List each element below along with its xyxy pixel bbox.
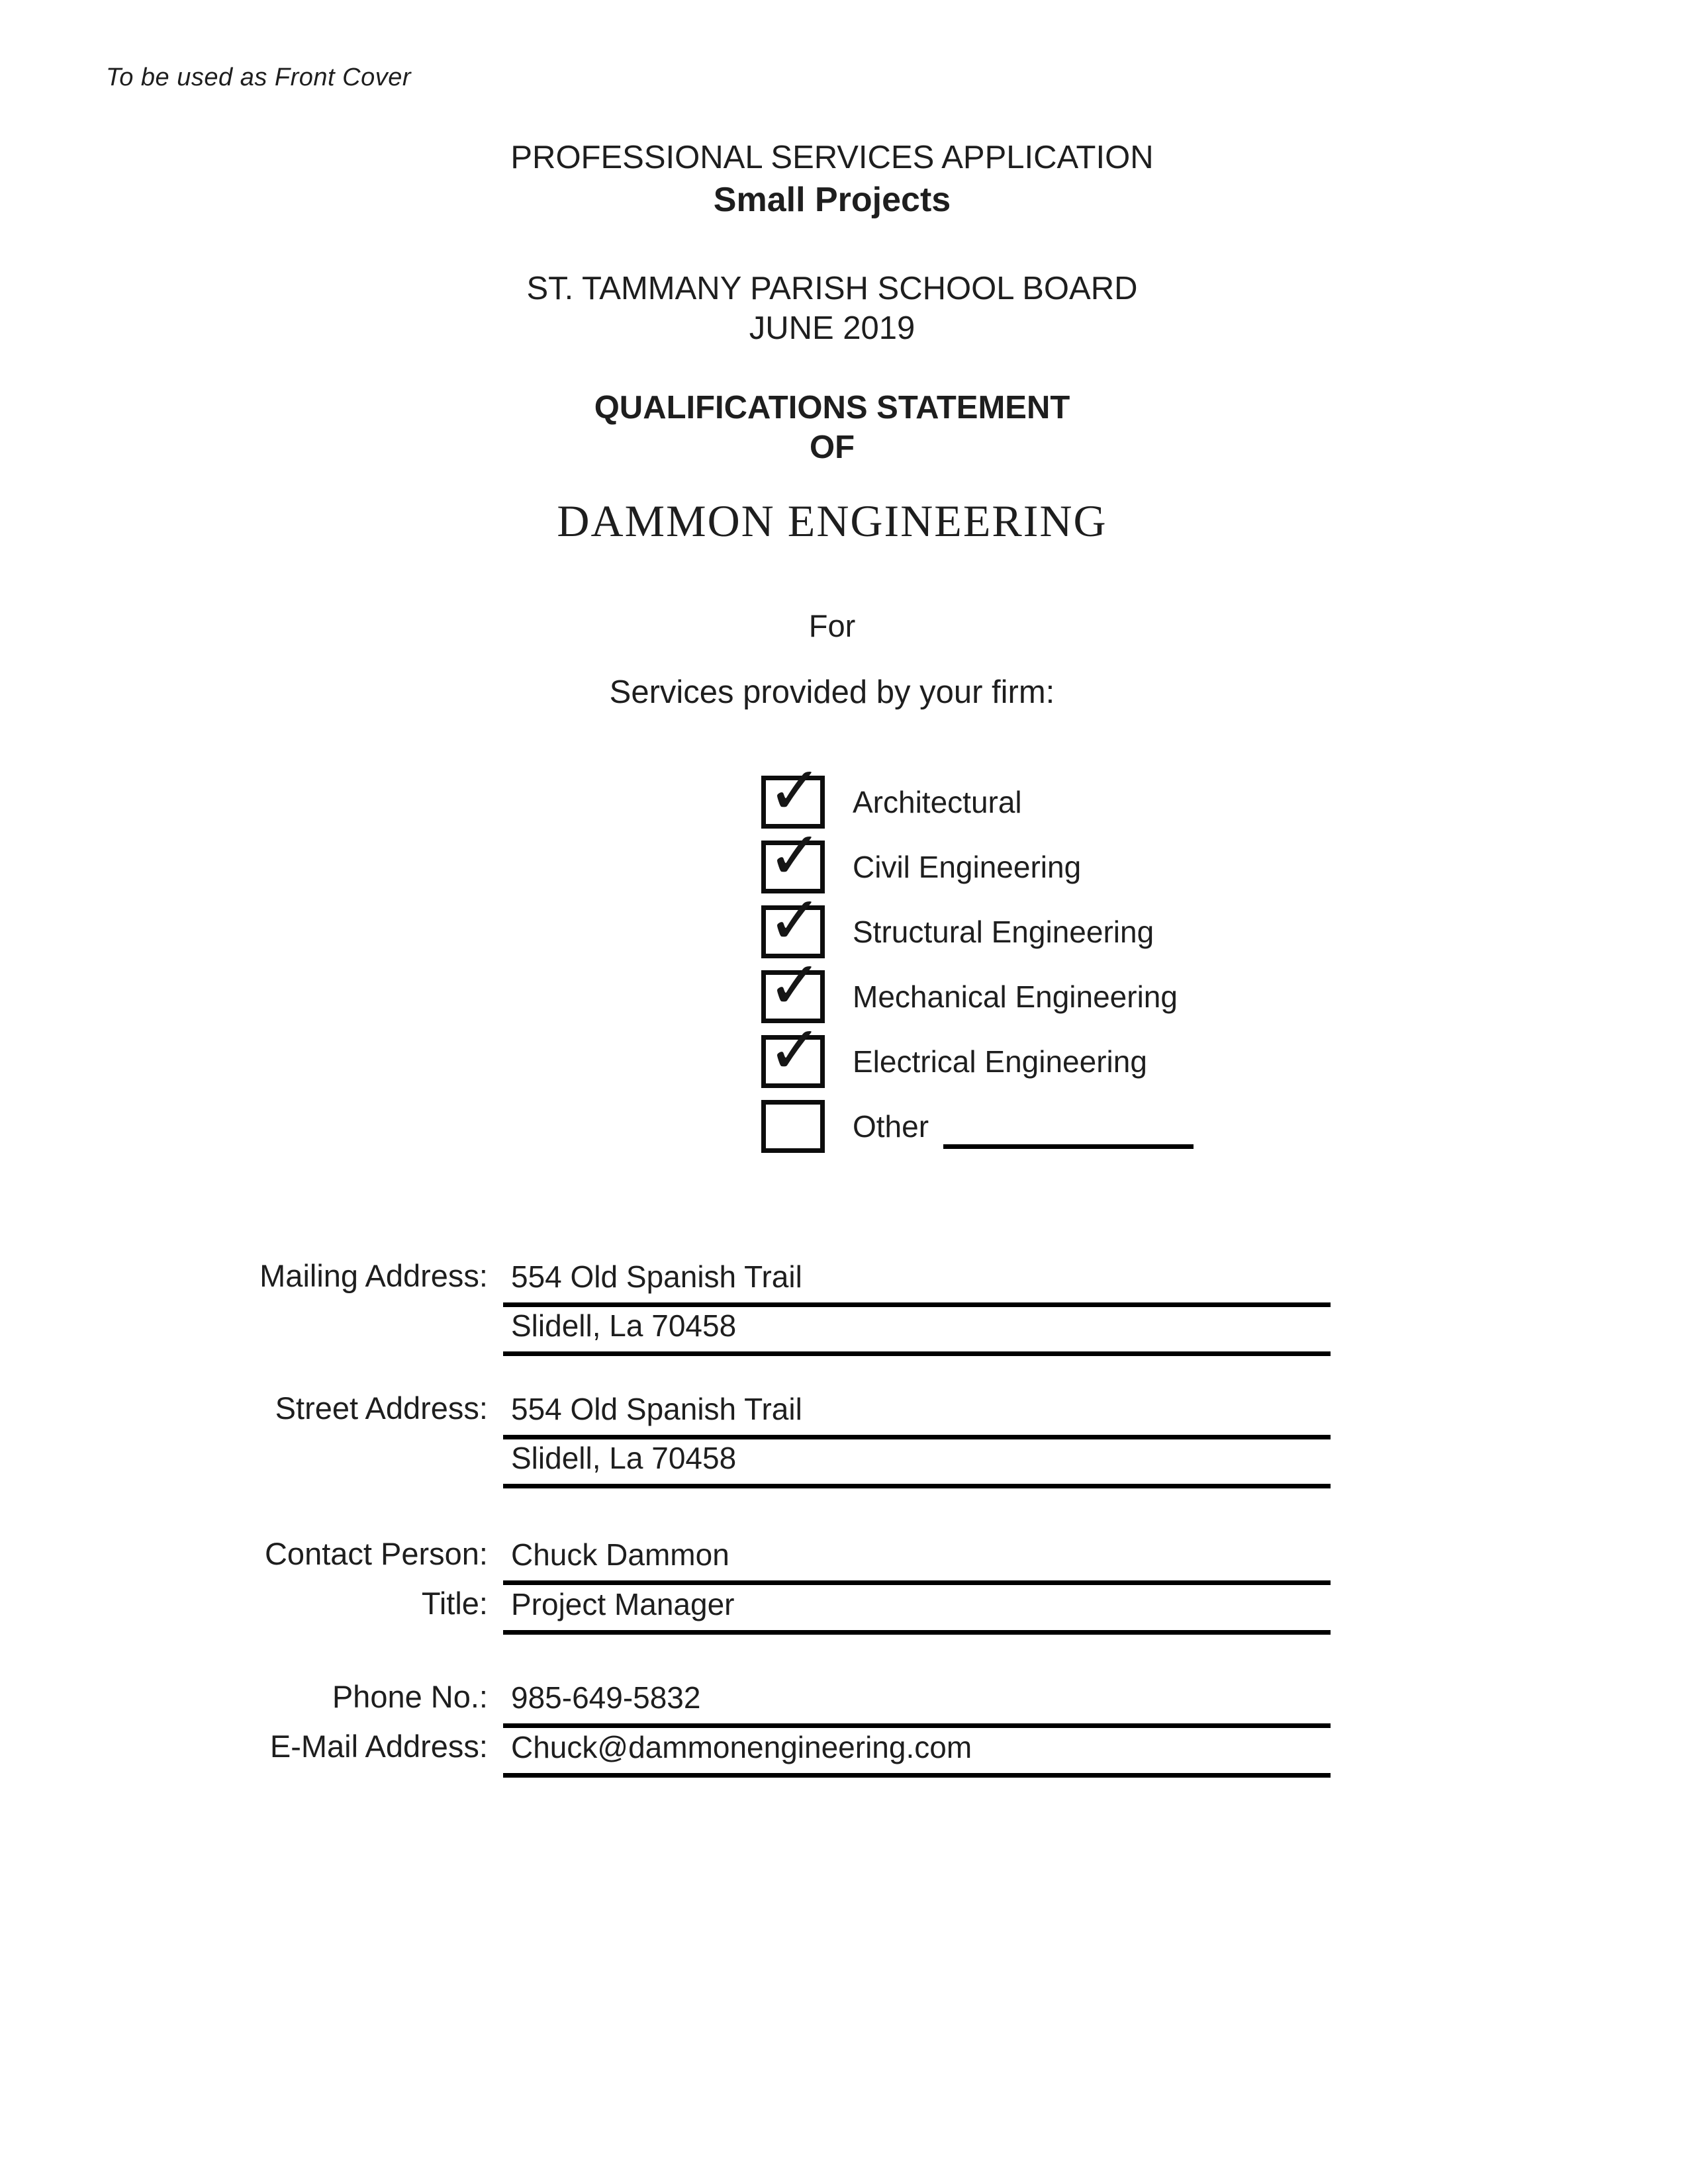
field-label: Contact Person: bbox=[264, 1536, 488, 1571]
service-row bbox=[761, 882, 1194, 959]
checkmark-icon: ✓ bbox=[767, 882, 823, 959]
other-fill-line bbox=[943, 1144, 1194, 1149]
app-title: PROFESSIONAL SERVICES APPLICATION bbox=[510, 140, 1154, 175]
field-value: Project Manager bbox=[503, 1586, 1331, 1635]
service-label: Civil Engineering bbox=[853, 850, 1082, 884]
service-row bbox=[761, 1011, 1194, 1089]
app-subtitle: Small Projects bbox=[713, 181, 951, 219]
service-row bbox=[761, 1100, 1194, 1153]
field-value: 554 Old Spanish Trail bbox=[503, 1390, 1331, 1439]
field-row bbox=[0, 1257, 1331, 1307]
services-checklist bbox=[761, 752, 1194, 1165]
field-row bbox=[0, 1390, 1331, 1439]
field-label: Street Address: bbox=[275, 1390, 488, 1426]
field-row bbox=[0, 1728, 1331, 1778]
field-label: Phone No.: bbox=[332, 1679, 488, 1714]
field-value-line2: Slidell, La 70458 bbox=[503, 1439, 1331, 1488]
field-row bbox=[0, 1307, 1331, 1356]
services-heading: Services provided by your firm: bbox=[609, 674, 1055, 710]
for-label: For bbox=[808, 608, 856, 643]
service-label: Architectural bbox=[853, 785, 1022, 819]
field-row bbox=[0, 1439, 1331, 1488]
organization-name: ST. TAMMANY PARISH SCHOOL BOARD bbox=[526, 271, 1138, 306]
front-cover-note: To be used as Front Cover bbox=[106, 64, 412, 91]
field-label: E-Mail Address: bbox=[269, 1729, 488, 1764]
service-row bbox=[761, 752, 1194, 829]
field-row bbox=[0, 1678, 1331, 1728]
firm-name: DAMMON ENGINEERING bbox=[557, 496, 1107, 546]
service-checkbox bbox=[761, 1100, 825, 1153]
field-label-spacer bbox=[0, 1475, 488, 1488]
qualifications-heading: QUALIFICATIONS STATEMENT bbox=[594, 390, 1070, 426]
field-label-spacer bbox=[0, 1343, 488, 1356]
qualifications-of: OF bbox=[809, 430, 855, 465]
field-value: Chuck Dammon bbox=[503, 1536, 1331, 1585]
field-value: Chuck@dammonengineering.com bbox=[503, 1729, 1331, 1778]
service-label: Electrical Engineering bbox=[853, 1044, 1147, 1079]
field-value: 554 Old Spanish Trail bbox=[503, 1258, 1331, 1307]
mailing-address-field bbox=[0, 1257, 1331, 1356]
contact-title-fields bbox=[0, 1535, 1331, 1635]
street-address-field bbox=[0, 1390, 1331, 1488]
field-row bbox=[0, 1535, 1331, 1585]
service-row bbox=[761, 817, 1194, 894]
service-checkbox bbox=[761, 1011, 825, 1089]
checkmark-icon: ✓ bbox=[767, 817, 823, 894]
service-row bbox=[761, 946, 1194, 1024]
checkmark-icon: ✓ bbox=[767, 752, 823, 829]
checkmark-icon: ✓ bbox=[767, 1011, 823, 1089]
service-label: Other bbox=[853, 1109, 929, 1144]
checkmark-icon: ✓ bbox=[767, 946, 823, 1024]
field-value: 985-649-5832 bbox=[503, 1679, 1331, 1728]
service-label: Structural Engineering bbox=[853, 915, 1154, 949]
field-label: Title: bbox=[421, 1586, 488, 1621]
phone-email-fields bbox=[0, 1678, 1331, 1778]
issue-date: JUNE 2019 bbox=[749, 310, 915, 346]
field-value-line2: Slidell, La 70458 bbox=[503, 1307, 1331, 1356]
service-label: Mechanical Engineering bbox=[853, 979, 1178, 1014]
field-label: Mailing Address: bbox=[259, 1258, 488, 1293]
field-row bbox=[0, 1585, 1331, 1635]
